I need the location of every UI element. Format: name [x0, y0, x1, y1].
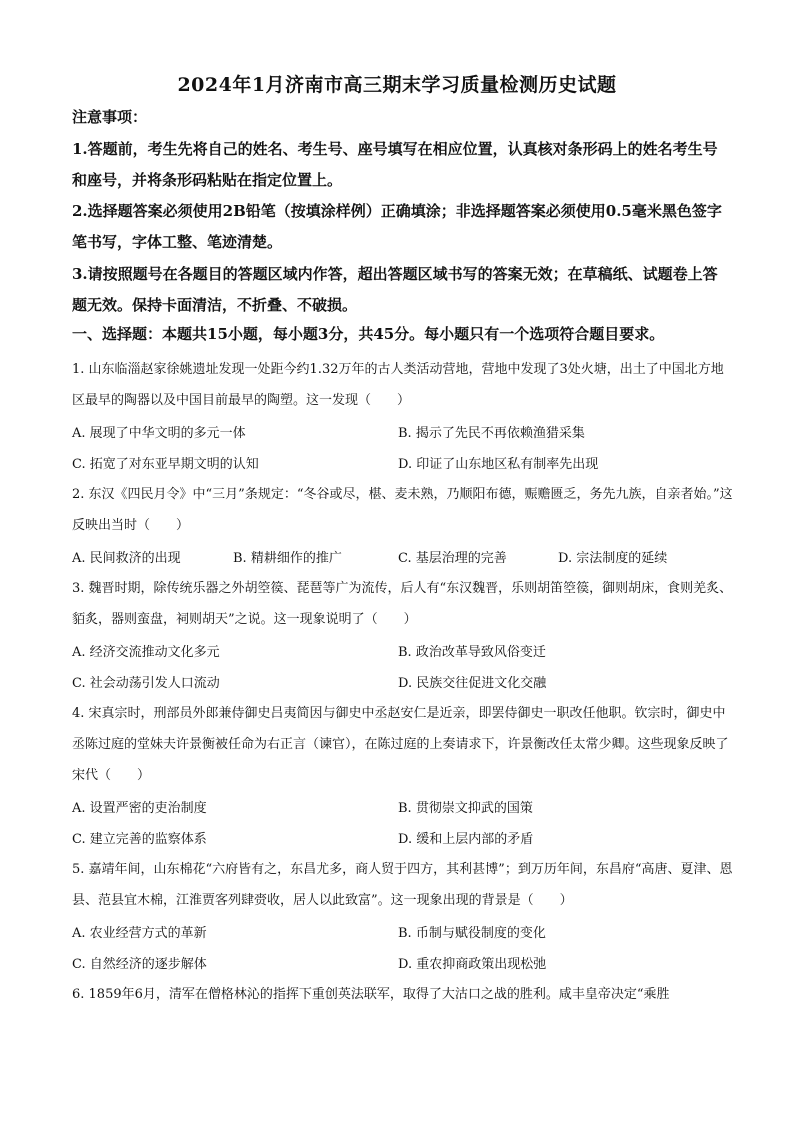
question-3-option-d[interactable]: D. 民族交往促进文化交融: [398, 676, 547, 691]
question-1-option-c[interactable]: C. 拓宽了对东亚早期文明的认知: [72, 457, 259, 472]
question-5-stem: 5. 嘉靖年间，山东棉花“六府皆有之，东昌尤多，商人贸于四方，其利甚博”；到万历年间，东昌府“高唐、夏津、恩县、范县宜木棉，江淮贾客列肆赍收，居人以此致富”。这一现象出现的背景是（ ）: [72, 862, 733, 908]
question-6-stem: 6. 1859年6月，清军在僧格林沁的指挥下重创英法联军，取得了大沽口之战的胜利。咸丰皇帝决定“乘胜: [72, 987, 670, 1002]
question-3-option-c[interactable]: C. 社会动荡引发人口流动: [72, 676, 220, 691]
question-3-option-a[interactable]: A. 经济交流推动文化多元: [72, 645, 220, 660]
section-heading: 一、选择题：本题共15小题，每小题3分，共45分。每小题只有一个选项符合题目要求。: [72, 325, 665, 343]
question-5-option-d[interactable]: D. 重农抑商政策出现松弛: [398, 957, 547, 972]
question-5-option-a[interactable]: A. 农业经营方式的革新: [72, 926, 207, 941]
question-1-option-d[interactable]: D. 印证了山东地区私有制率先出现: [398, 457, 599, 472]
question-4-stem: 4. 宋真宗时，刑部员外郎兼侍御史吕夷简因与御史中丞赵安仁是近亲，即罢侍御史一职改任他职。钦宗时，御史中丞陈过庭的堂妹夫许景衡被任命为右正言（谏官），在陈过庭的上奏请求下，许景衡改任太常少卿。这些现象反映了宋代（ ）: [72, 706, 729, 783]
page-title: 2024年1月济南市高三期末学习质量检测历史试题: [177, 74, 617, 96]
question-4-option-a[interactable]: A. 设置严密的吏治制度: [72, 801, 207, 816]
notice-item-1: 1.答题前，考生先将自己的姓名、考生号、座号填写在相应位置，认真核对条形码上的姓名考生号和座号，并将条形码粘贴在指定位置上。: [72, 140, 718, 189]
question-1-option-a[interactable]: A. 展现了中华文明的多元一体: [72, 426, 246, 441]
notice-item-2: 2.选择题答案必须使用2B铅笔（按填涂样例）正确填涂；非选择题答案必须使用0.5毫米黑色签字笔书写，字体工整、笔迹清楚。: [72, 202, 722, 251]
notice-item-3: 3.请按照题号在各题目的答题区域内作答，超出答题区域书写的答案无效；在草稿纸、试题卷上答题无效。保持卡面清洁，不折叠、不破损。: [72, 265, 718, 314]
question-4-option-c[interactable]: C. 建立完善的监察体系: [72, 832, 207, 847]
question-3-option-b[interactable]: B. 政治改革导致风俗变迁: [398, 645, 546, 660]
question-2-stem: 2. 东汉《四民月令》中“三月”条规定：“冬谷或尽，椹、麦未熟，乃顺阳布德，赈赡匮乏，务先九族，自亲者始。”这反映出当时（ ）: [72, 487, 733, 533]
question-2-option-a[interactable]: A. 民间救济的出现: [72, 551, 181, 566]
question-1-option-b[interactable]: B. 揭示了先民不再依赖渔猎采集: [398, 426, 585, 441]
question-4-option-d[interactable]: D. 缓和上层内部的矛盾: [398, 832, 534, 847]
notice-heading: 注意事项：: [72, 108, 148, 126]
question-2-option-c[interactable]: C. 基层治理的完善: [398, 551, 507, 566]
question-1-stem: 1. 山东临淄赵家徐姚遗址发现一处距今约1.32万年的古人类活动营地，营地中发现了3处火塘，出土了中国北方地区最早的陶器以及中国目前最早的陶塑。这一发现（ ）: [72, 362, 724, 408]
question-4-option-b[interactable]: B. 贯彻崇文抑武的国策: [398, 801, 533, 816]
question-2-option-d[interactable]: D. 宗法制度的延续: [558, 551, 668, 566]
question-5-option-c[interactable]: C. 自然经济的逐步解体: [72, 957, 207, 972]
question-2-option-b[interactable]: B. 精耕细作的推广: [233, 551, 342, 566]
question-5-option-b[interactable]: B. 币制与赋役制度的变化: [398, 926, 546, 941]
question-3-stem: 3. 魏晋时期，除传统乐器之外胡箜篌、琵琶等广为流传，后人有“东汉魏晋，乐则胡笛箜篌，御则胡床，食则羌炙、貊炙，器则蛮盘，祠则胡天”之说。这一现象说明了（ ）: [72, 581, 733, 627]
